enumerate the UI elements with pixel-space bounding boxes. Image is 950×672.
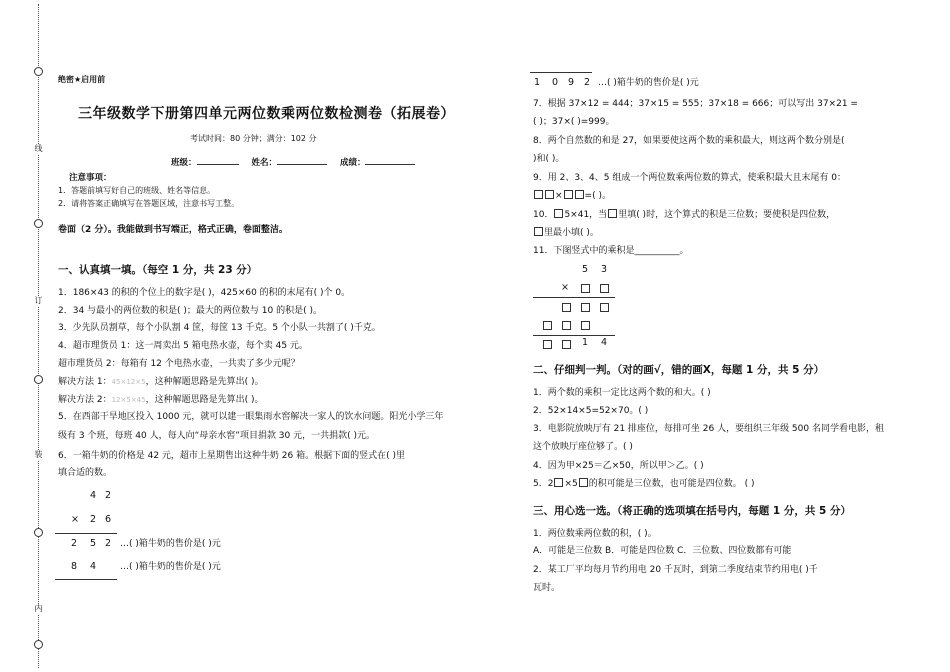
s1-q6-line2: 填合适的数。 <box>58 468 113 478</box>
class-field[interactable] <box>197 164 239 165</box>
vert-digit: 6 <box>104 514 112 525</box>
answer-box[interactable] <box>545 190 554 199</box>
gutter-char-bind: 装 <box>34 450 43 459</box>
vert-digit: 5 <box>89 538 97 549</box>
s1-q3: 3．少先队员割草，每个小队割 4 筐，每筐 13 千克。5 个小队一共割了( )千克。 <box>58 323 381 333</box>
vert-digit: 1 <box>533 77 541 88</box>
vert-digit: 2 <box>70 538 78 549</box>
s1-q8-line1: 8．两个自然数的和是 27，如果要使这两个数的乘积最大，则这两个数分别是( <box>533 136 845 146</box>
secret-label: 绝密★启用前 <box>58 75 106 84</box>
vert-times-sign: × <box>71 514 79 525</box>
answer-box[interactable] <box>608 209 617 218</box>
method2-label: 解决方法 2： <box>58 395 112 405</box>
answer-box[interactable] <box>562 321 571 330</box>
answer-box[interactable] <box>554 209 563 218</box>
notes-heading: 注意事项： <box>69 173 112 183</box>
s2-q5 <box>533 478 754 491</box>
s1-q4-line2: 超市理货员 2：每箱有 12 个电热水壶，一共卖了多少元呢？ <box>58 359 300 369</box>
vert-row1-text: …( )箱牛奶的售价是( )元 <box>120 539 221 549</box>
s1-q4-method1 <box>58 376 263 389</box>
vert-times-sign: × <box>561 282 569 293</box>
vert-rule <box>530 72 592 73</box>
answer-box[interactable] <box>600 303 609 312</box>
vert-digit: 0 <box>551 77 559 88</box>
method1-text: ，这种解题思路是先算出( )。 <box>145 377 264 387</box>
s1-q7-line1: 7．根据 37×12 = 444；37×15 = 555；37×18 = 666；可以写出 37×21 = <box>533 99 858 109</box>
s1-q4-method2 <box>58 394 263 407</box>
vert-digit: 8 <box>70 561 78 572</box>
vert-digit: 2 <box>583 77 591 88</box>
answer-box[interactable] <box>600 284 609 293</box>
s1-q5-line2: 级有 3 个班，每班 40 人，每人向“母亲水窖”项目捐款 30 元，一共捐款( )元。 <box>58 431 376 441</box>
binding-hole <box>34 219 43 228</box>
answer-box[interactable] <box>562 340 571 349</box>
s1-q5-line1: 5．在西部干旱地区投入 1000 元，就可以建一眼集雨水窖解决一家人的饮水问题。阳光小学三年 <box>58 412 444 422</box>
vert-digit: 3 <box>600 264 608 275</box>
answer-box[interactable] <box>554 478 563 487</box>
vert-rule <box>533 297 615 298</box>
s1-q1: 1．186×43 的积的个位上的数字是( )，425×60 的积的末尾有( )个 0。 <box>58 288 351 298</box>
score-field[interactable] <box>365 164 415 165</box>
method2-formula: 12×5×45 <box>111 396 146 404</box>
answer-box[interactable] <box>534 227 543 236</box>
s3-q2-line1: 2．某工厂平均每月节约用电 20 千瓦时，到第二季度结束节约用电( )千 <box>533 565 818 575</box>
s1-q10-line2 <box>533 227 599 240</box>
vert-digit: 1 <box>581 337 589 348</box>
vert-digit: 4 <box>89 561 97 572</box>
s1-q2: 2．34 与最小的两位数的积是( )；最大的两位数与 10 的积是( )。 <box>58 306 322 316</box>
answer-box[interactable] <box>581 303 590 312</box>
note-item: 1．答题前填写好自己的班级、姓名等信息。 <box>58 186 216 195</box>
binding-hole <box>34 640 43 649</box>
gutter-char-line: 线 <box>34 144 43 153</box>
s2-q4: 4．因为甲×25＝乙×50，所以甲＞乙。( ) <box>533 461 704 471</box>
score-label: 成绩： <box>339 158 366 168</box>
name-field[interactable] <box>277 164 327 165</box>
vert-digit: 2 <box>104 490 112 501</box>
vert-digit: 2 <box>89 514 97 525</box>
s1-q8-line2: )和( )。 <box>533 154 565 164</box>
s3-q1-options: A．可能是三位数 B．可能是四位数 C．三位数、四位数都有可能 <box>533 546 792 556</box>
name-label: 姓名： <box>251 158 277 168</box>
binding-hole <box>34 528 43 537</box>
answer-box[interactable] <box>543 340 552 349</box>
s3-q2-line2: 瓦时。 <box>533 583 561 593</box>
section1-title: 一、认真填一填。（每空 1 分，共 23 分） <box>58 264 258 276</box>
answer-box[interactable] <box>562 303 571 312</box>
s1-q10-line1 <box>533 209 835 222</box>
q9-equals: =( )。 <box>584 191 611 201</box>
binding-hole <box>34 67 43 76</box>
section3-title: 三、用心选一选。（将正确的选项填在括号内，每题 1 分，共 5 分） <box>533 505 851 517</box>
vert-digit: 5 <box>581 264 589 275</box>
s2-q5-prefix: 5．2 <box>533 479 554 489</box>
q10-number: 10． <box>533 210 554 220</box>
vert-digit: 9 <box>567 77 575 88</box>
answer-box[interactable] <box>579 478 588 487</box>
method1-formula: 45×12×5 <box>111 378 146 386</box>
answer-box[interactable] <box>534 190 543 199</box>
binding-hole <box>34 375 43 384</box>
vert-rule <box>55 579 117 580</box>
gutter-char-inside: 内 <box>34 604 43 613</box>
s1-q9-line1: 9．用 2、3、4、5 组成一个两位数乘两位数的算式，使乘积最大且末尾有 0： <box>533 173 846 183</box>
page-title: 三年级数学下册第四单元两位数乘两位数检测卷（拓展卷） <box>78 106 455 122</box>
method1-label: 解决方法 1： <box>58 377 112 387</box>
answer-box[interactable] <box>581 284 590 293</box>
answer-box[interactable] <box>564 190 573 199</box>
vert-digit: 4 <box>89 490 97 501</box>
vert-digit: 2 <box>104 538 112 549</box>
vert-row3-text: …( )箱牛奶的售价是( )元 <box>598 78 699 88</box>
s1-q11: 11．下图竖式中的乘积是__________。 <box>533 246 689 256</box>
section2-title: 二、仔细判一判。（对的画√，错的画Ⅹ，每题 1 分，共 5 分） <box>533 364 825 376</box>
vert-rule <box>533 335 615 336</box>
s1-q7-line2: ( )；37×( )=999。 <box>533 117 615 127</box>
s2-q3-line1: 3．电影院放映厅有 21 排座位，每排可坐 26 人，要组织三年级 500 名同学看电影，租 <box>533 424 884 434</box>
vert-rule <box>55 533 117 534</box>
s3-q1: 1．两位数乘两位数的积，( )。 <box>533 529 657 539</box>
note-item: 2．请将答案正确填写在答题区域，注意书写工整。 <box>58 199 240 208</box>
q10-text2: 里最小填( )。 <box>544 228 599 238</box>
answer-box[interactable] <box>543 321 552 330</box>
gutter-char-order: 订 <box>34 296 43 305</box>
surface-score-text: 卷面（2 分）。我能做到书写端正，格式正确，卷面整洁。 <box>58 225 288 235</box>
s2-q1: 1．两个数的乘积一定比这两个数的和大。( ) <box>533 388 711 398</box>
exam-meta: 考试时间：80 分钟；满分：102 分 <box>190 134 317 143</box>
s2-q5-mid: ×5 <box>564 479 578 489</box>
s2-q3-line2: 这个放映厅座位够了。( ) <box>533 442 633 452</box>
s1-q9-line2: × =( )。 <box>533 190 611 203</box>
q10-text: 里填( )时，这个算式的积是三位数；要使积是四位数， <box>618 210 836 220</box>
answer-box[interactable] <box>581 321 590 330</box>
vert-row2-text: …( )箱牛奶的售价是( )元 <box>120 562 221 572</box>
s2-q5-text: 的积可能是三位数，也可能是四位数。 ( ) <box>588 479 755 489</box>
s2-q2: 2．52×14×5=52×70。( ) <box>533 406 649 416</box>
s1-q4-line1: 4．超市理货员 1：这一周卖出 5 箱电热水壶，每个卖 45 元。 <box>58 341 308 351</box>
method2-text: ，这种解题思路是先算出( )。 <box>145 395 264 405</box>
q10-expr: 5×41，当 <box>564 210 608 220</box>
answer-box[interactable] <box>575 190 584 199</box>
s1-q6-line1: 6．一箱牛奶的价格是 42 元，超市上星期售出这种牛奶 26 箱。根据下面的竖式在( )里 <box>58 451 405 461</box>
student-info-line <box>171 157 415 170</box>
binding-line <box>38 4 39 668</box>
vert-digit: 4 <box>600 337 608 348</box>
class-label: 班级： <box>171 158 197 168</box>
